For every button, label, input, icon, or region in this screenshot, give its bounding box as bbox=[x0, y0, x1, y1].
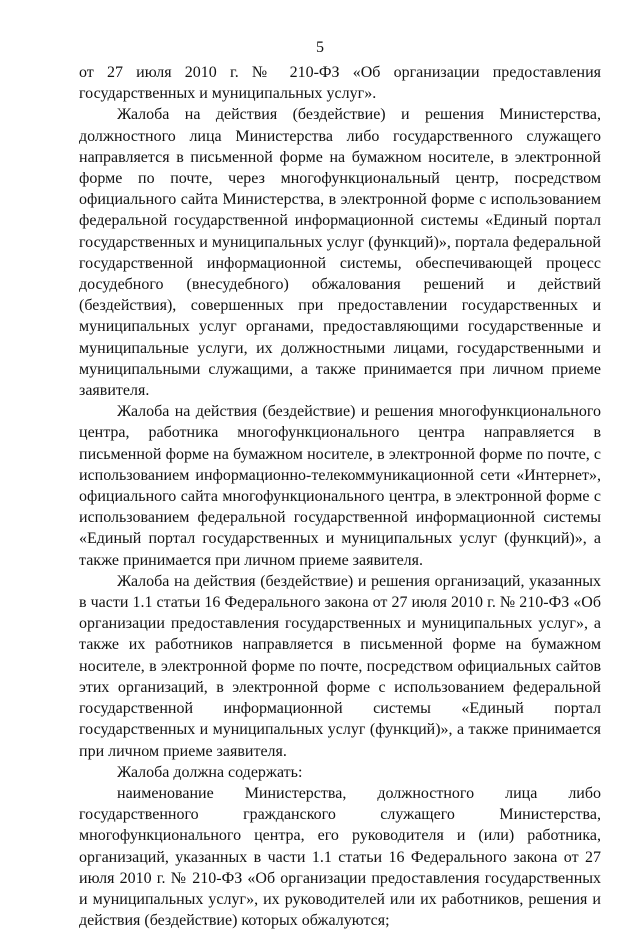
paragraph-law-reference-continuation: от 27 июля 2010 г. № 210-ФЗ «Об организации предоставления государственных и муниципальных услуг». bbox=[79, 64, 601, 103]
paragraph-complaint-contents-item: наименование Министерства, должностного лица либо государственного гражданского служащего Министерства, многофункционального центра, его руководителя и (или) работника, организаций, указанных в части 1.1 статьи 16 Федерального закона от 27 июля 2010 г. № 210-ФЗ «Об организации предоставления государственных и муниципальных услуг», их руководителей или их работников, решения и действия (бездействие) которых обжалуются; bbox=[79, 784, 601, 930]
document-body bbox=[79, 62, 601, 931]
paragraph-mfc-complaint: Жалоба на действия (бездействие) и решения многофункционального центра, работника многофункционального центра направляется в письменной форме на бумажном носителе, в электронной форме по почте, с использованием информационно-телекоммуникационной сети «Интернет», официального сайта многофункционального центра, в электронной форме с использованием федеральной государственной информационной системы «Единый портал государственных и муниципальных услуг (функций)», а также принимается при личном приеме заявителя. bbox=[79, 403, 601, 569]
paragraph-ministry-complaint: Жалоба на действия (бездействие) и решения Министерства, должностного лица Министерства либо государственного служащего направляется в письменной форме на бумажном носителе, в электронной форме по почте, через многофункциональный центр, посредством официального сайта Министерства, в электронной форме с использованием федеральной государственной информационной системы «Единый портал государственных и муниципальных услуг (функций)», портала федеральной государственной информационной системы, обеспечивающей процесс досудебного (внесудебного) обжалования решений и действий (бездействия), совершенных при предоставлении государственных и муниципальных услуг органами, предоставляющими государственные и муниципальные услуги, их должностными лицами, государственными и муниципальными служащими, а также принимается при личном приеме заявителя. bbox=[79, 106, 601, 400]
page-number: 5 bbox=[316, 39, 324, 56]
paragraph-complaint-contents-heading: Жалоба должна содержать: bbox=[117, 763, 303, 781]
paragraph-organizations-complaint: Жалоба на действия (бездействие) и решения организаций, указанных в части 1.1 статьи 16 Федерального закона от 27 июля 2010 г. № 210-ФЗ «Об организации предоставления государственных и муниципальных услуг», а также их работников направляется в письменной форме на бумажном носителе, в электронной форме по почте, посредством официальных сайтов этих организаций, в электронной форме с использованием федеральной государственной информационной системы «Единый портал государственных и муниципальных услуг (функций)», а также принимается при личном приеме заявителя. bbox=[79, 572, 601, 760]
